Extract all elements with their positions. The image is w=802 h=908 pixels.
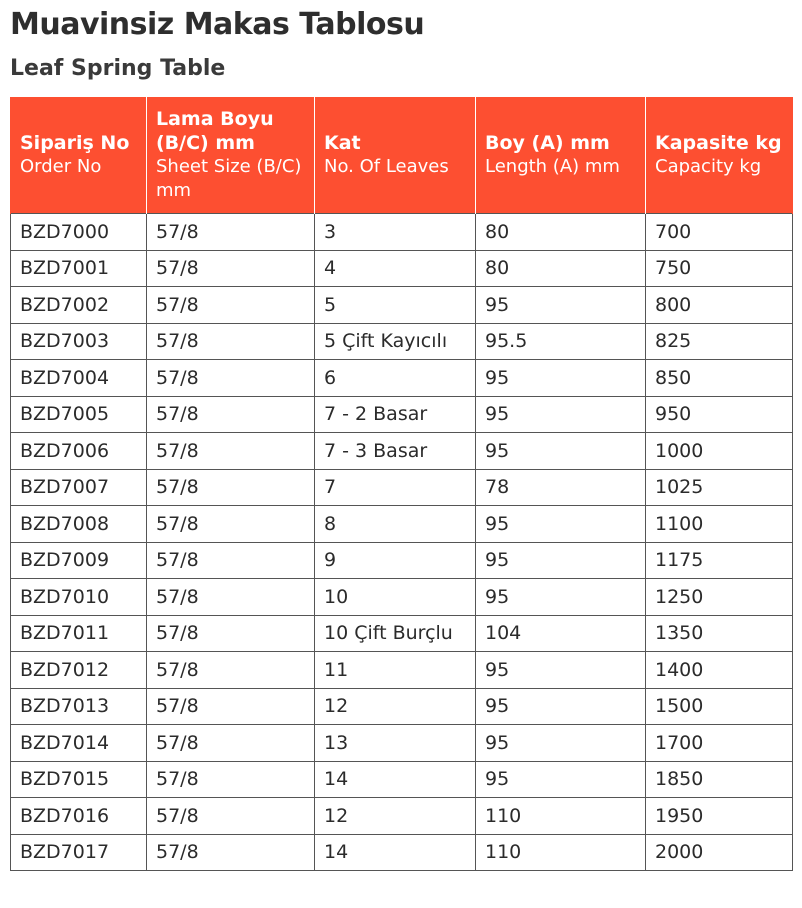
cell-order-no: BZD7011 [11, 615, 147, 652]
cell-leaves: 3 [315, 214, 476, 251]
cell-sheet-size: 57/8 [147, 396, 315, 433]
cell-leaves: 7 - 3 Basar [315, 433, 476, 470]
cell-sheet-size: 57/8 [147, 725, 315, 762]
table-row [11, 615, 793, 652]
cell-order-no: BZD7010 [11, 579, 147, 616]
cell-length: 104 [476, 615, 646, 652]
cell-length: 80 [476, 214, 646, 251]
cell-leaves: 12 [315, 688, 476, 725]
cell-length: 95 [476, 433, 646, 470]
cell-capacity: 1250 [646, 579, 793, 616]
cell-leaves: 6 [315, 360, 476, 397]
cell-order-no: BZD7017 [11, 834, 147, 871]
header-label-tr: Boy (A) mm [485, 132, 610, 154]
table-row [11, 323, 793, 360]
cell-length: 95 [476, 688, 646, 725]
table-row [11, 542, 793, 579]
cell-order-no: BZD7001 [11, 250, 147, 287]
table-row [11, 652, 793, 689]
cell-sheet-size: 57/8 [147, 214, 315, 251]
cell-order-no: BZD7003 [11, 323, 147, 360]
page-subtitle: Leaf Spring Table [10, 56, 226, 81]
cell-leaves: 10 [315, 579, 476, 616]
cell-leaves: 11 [315, 652, 476, 689]
cell-order-no: BZD7015 [11, 761, 147, 798]
cell-leaves: 4 [315, 250, 476, 287]
cell-capacity: 1850 [646, 761, 793, 798]
table-body [11, 214, 793, 871]
cell-length: 95 [476, 360, 646, 397]
header-label-en: Length (A) mm [485, 156, 620, 177]
cell-leaves: 9 [315, 542, 476, 579]
header-label-en: No. Of Leaves [324, 156, 449, 177]
cell-sheet-size: 57/8 [147, 250, 315, 287]
cell-sheet-size: 57/8 [147, 469, 315, 506]
leaf-spring-table [10, 97, 793, 871]
cell-length: 95 [476, 542, 646, 579]
cell-order-no: BZD7016 [11, 798, 147, 835]
cell-order-no: BZD7008 [11, 506, 147, 543]
cell-leaves: 5 [315, 287, 476, 324]
cell-capacity: 800 [646, 287, 793, 324]
cell-sheet-size: 57/8 [147, 360, 315, 397]
cell-sheet-size: 57/8 [147, 834, 315, 871]
header-order-no [11, 97, 147, 214]
cell-capacity: 2000 [646, 834, 793, 871]
cell-sheet-size: 57/8 [147, 542, 315, 579]
cell-order-no: BZD7000 [11, 214, 147, 251]
cell-sheet-size: 57/8 [147, 579, 315, 616]
table-row [11, 761, 793, 798]
header-label-en: Order No [20, 156, 102, 177]
cell-order-no: BZD7013 [11, 688, 147, 725]
table-row [11, 250, 793, 287]
table-row [11, 798, 793, 835]
cell-leaves: 14 [315, 761, 476, 798]
cell-sheet-size: 57/8 [147, 798, 315, 835]
cell-leaves: 14 [315, 834, 476, 871]
table-header [11, 97, 793, 214]
cell-sheet-size: 57/8 [147, 761, 315, 798]
header-leaves [315, 97, 476, 214]
cell-capacity: 1500 [646, 688, 793, 725]
cell-length: 95 [476, 725, 646, 762]
table-row [11, 688, 793, 725]
header-label-tr: Kat [324, 132, 361, 154]
header-label-en: Sheet Size (B/C) mm [156, 156, 302, 201]
cell-length: 78 [476, 469, 646, 506]
header-label-tr: Lama Boyu (B/C) mm [156, 108, 274, 154]
cell-length: 95 [476, 579, 646, 616]
table-row [11, 214, 793, 251]
cell-length: 110 [476, 834, 646, 871]
cell-order-no: BZD7006 [11, 433, 147, 470]
cell-order-no: BZD7005 [11, 396, 147, 433]
cell-sheet-size: 57/8 [147, 287, 315, 324]
cell-capacity: 700 [646, 214, 793, 251]
cell-capacity: 1025 [646, 469, 793, 506]
cell-sheet-size: 57/8 [147, 433, 315, 470]
table-row [11, 725, 793, 762]
cell-sheet-size: 57/8 [147, 652, 315, 689]
cell-capacity: 825 [646, 323, 793, 360]
cell-sheet-size: 57/8 [147, 615, 315, 652]
cell-leaves: 7 - 2 Basar [315, 396, 476, 433]
cell-capacity: 1175 [646, 542, 793, 579]
cell-order-no: BZD7012 [11, 652, 147, 689]
cell-leaves: 13 [315, 725, 476, 762]
cell-leaves: 10 Çift Burçlu [315, 615, 476, 652]
table-row [11, 579, 793, 616]
cell-capacity: 750 [646, 250, 793, 287]
cell-length: 95 [476, 761, 646, 798]
cell-length: 95 [476, 506, 646, 543]
page-title: Muavinsiz Makas Tablosu [10, 7, 425, 42]
cell-capacity: 1950 [646, 798, 793, 835]
cell-leaves: 5 Çift Kayıcılı [315, 323, 476, 360]
cell-order-no: BZD7004 [11, 360, 147, 397]
cell-length: 95 [476, 287, 646, 324]
cell-length: 110 [476, 798, 646, 835]
header-label-tr: Kapasite kg [655, 132, 782, 154]
cell-length: 95 [476, 652, 646, 689]
header-capacity [646, 97, 793, 214]
cell-leaves: 7 [315, 469, 476, 506]
cell-capacity: 950 [646, 396, 793, 433]
cell-sheet-size: 57/8 [147, 506, 315, 543]
cell-leaves: 12 [315, 798, 476, 835]
header-row [11, 97, 793, 214]
cell-order-no: BZD7014 [11, 725, 147, 762]
table-row [11, 506, 793, 543]
cell-order-no: BZD7009 [11, 542, 147, 579]
header-label-en: Capacity kg [655, 156, 762, 177]
cell-length: 95.5 [476, 323, 646, 360]
cell-length: 80 [476, 250, 646, 287]
table-row [11, 287, 793, 324]
cell-length: 95 [476, 396, 646, 433]
cell-sheet-size: 57/8 [147, 688, 315, 725]
cell-capacity: 1350 [646, 615, 793, 652]
header-length [476, 97, 646, 214]
cell-capacity: 1400 [646, 652, 793, 689]
cell-leaves: 8 [315, 506, 476, 543]
cell-capacity: 1000 [646, 433, 793, 470]
cell-order-no: BZD7002 [11, 287, 147, 324]
table-row [11, 834, 793, 871]
cell-sheet-size: 57/8 [147, 323, 315, 360]
header-sheet-size [147, 97, 315, 214]
cell-capacity: 1100 [646, 506, 793, 543]
cell-order-no: BZD7007 [11, 469, 147, 506]
table-row [11, 433, 793, 470]
table-row [11, 469, 793, 506]
cell-capacity: 1700 [646, 725, 793, 762]
cell-capacity: 850 [646, 360, 793, 397]
table-row [11, 360, 793, 397]
table-row [11, 396, 793, 433]
header-label-tr: Sipariş No [20, 132, 130, 154]
